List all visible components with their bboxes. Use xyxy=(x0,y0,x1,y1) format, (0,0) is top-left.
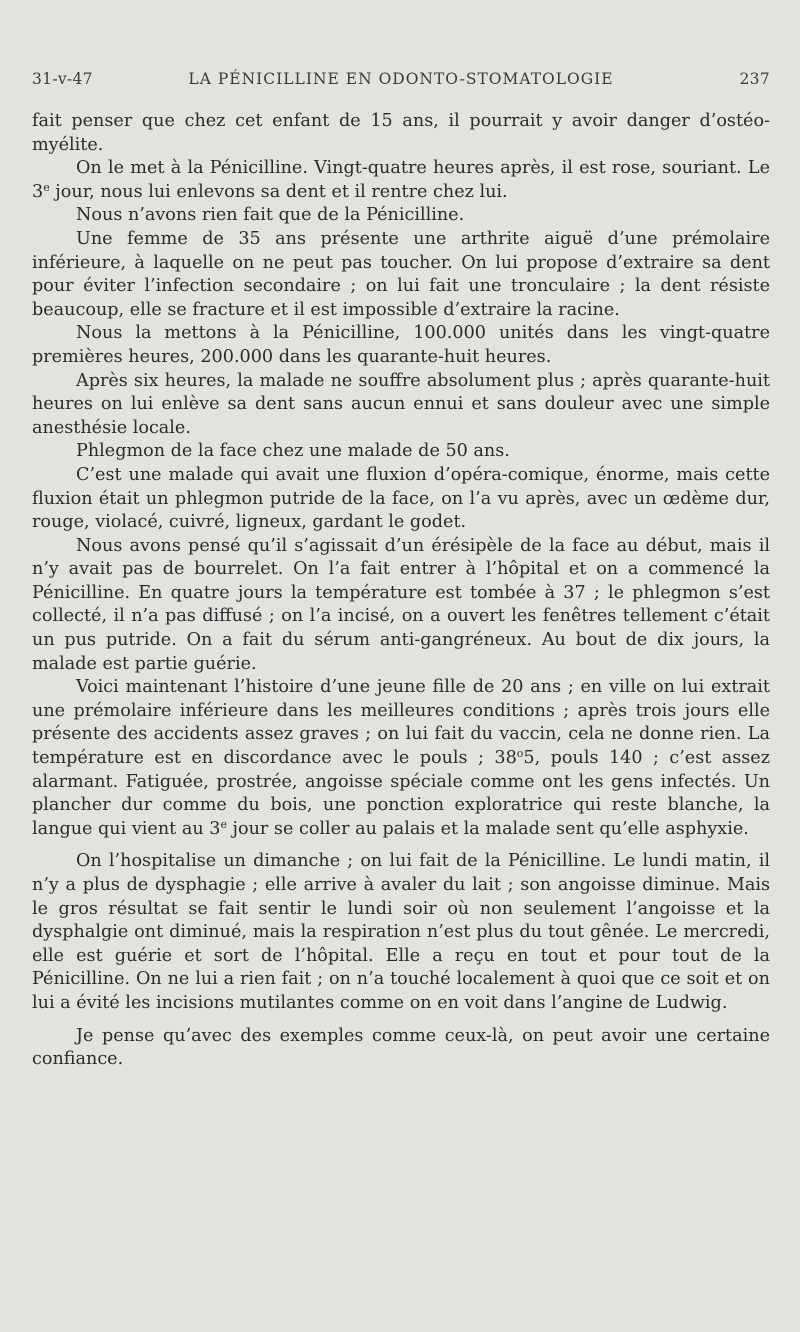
body-text xyxy=(32,110,770,1072)
paragraph-3: Nous n’avons rien fait que de la Pénicilline. xyxy=(76,205,465,226)
paragraph-11: On l’hospitalise un dimanche ; on lui fait de la Pénicilline. Le lundi matin, il n’y a plus de dysphagie ; elle arrive à avaler du lait ; son angoisse diminue. Mais le gros résultat se fait sentir le lundi soir où non seulement l’angoisse et la dysphalgie ont diminué, mais la respiration n’est plus du tout gênée. Le mercredi, elle est guérie et sort de l’hôpital. Elle a reçu en tout et pour tout de la Pénicilline. On ne lui a rien fait ; on n’a touché localement à quoi que ce soit et on lui a évité les incisions mutilantes comme on en voit dans l’angine de Ludwig. xyxy=(32,851,770,1013)
paragraph-10: Voici maintenant l’histoire d’une jeune fille de 20 ans ; en ville on lui extrait une prémolaire inférieure dans les meilleures conditions ; après trois jours elle présente des accidents assez graves ; on lui fait du vaccin, cela ne donne rien. La température est en discordance avec le pouls ; 38$^o$5, pouls 140 ; c’est assez alarmant. Fatiguée, prostrée, angoisse spéciale comme ont les gens infectés. Un plancher dur comme du bois, une ponction exploratrice qui reste blanche, la langue qui vient au 3e jour se coller au palais et la malade sent qu’elle asphyxie. xyxy=(32,677,770,839)
paragraph-1: fait penser que chez cet enfant de 15 ans, il pourrait y avoir danger d’ostéo-myélite. xyxy=(32,111,770,155)
header-title: LA PÉNICILLINE EN ODONTO-STOMATOLOGIE xyxy=(188,70,614,88)
header-date: 31-v-47 xyxy=(32,70,93,88)
paragraph-2: On le met à la Pénicilline. Vingt-quatre heures après, il est rose, souriant. Le 3e jour, nous lui enlevons sa dent et il rentre chez lui. xyxy=(32,158,770,202)
paragraph-9: Nous avons pensé qu’il s’agissait d’un érésipèle de la face au début, mais il n’y avait pas de bourrelet. On l’a fait entrer à l’hôpital et on a commencé la Pénicilline. En quatre jours la température est tombée à 37 ; le phlegmon s’est collecté, il n’a pas diffusé ; on l’a incisé, on a ouvert les fenêtres tellement c’était un pus putride. On a fait du sérum anti-gangréneux. Au bout de dix jours, la malade est partie guérie. xyxy=(32,535,770,674)
running-header xyxy=(32,70,770,92)
paragraph-7: Phlegmon de la face chez une malade de 50 ans. xyxy=(76,441,510,462)
paragraph-8: C’est une malade qui avait une fluxion d’opéra-comique, énorme, mais cette fluxion était un phlegmon putride de la face, on l’a vu après, avec un œdème dur, rouge, violacé, cuivré, ligneux, gardant le godet. xyxy=(32,464,770,533)
page-number: 237 xyxy=(739,70,770,88)
paragraph-4: Une femme de 35 ans présente une arthrite aiguë d’une prémolaire inférieure, à laquelle on ne peut pas toucher. On lui propose d’extraire sa dent pour éviter l’infection secondaire ; on lui fait une tronculaire ; la dent résiste beaucoup, elle se fracture et il est impossible d’extraire la racine. xyxy=(32,228,770,320)
paragraph-5: Nous la mettons à la Pénicilline, 100.000 unités dans les vingt-quatre premières heures, 200.000 dans les quarante-huit heures. xyxy=(32,323,770,367)
paragraph-12: Je pense qu’avec des exemples comme ceux-là, on peut avoir une certaine confiance. xyxy=(32,1025,770,1070)
paragraph-6: Après six heures, la malade ne souffre absolument plus ; après quarante-huit heures on lui enlève sa dent sans aucun ennui et sans douleur avec une simple anesthésie locale. xyxy=(32,370,770,438)
